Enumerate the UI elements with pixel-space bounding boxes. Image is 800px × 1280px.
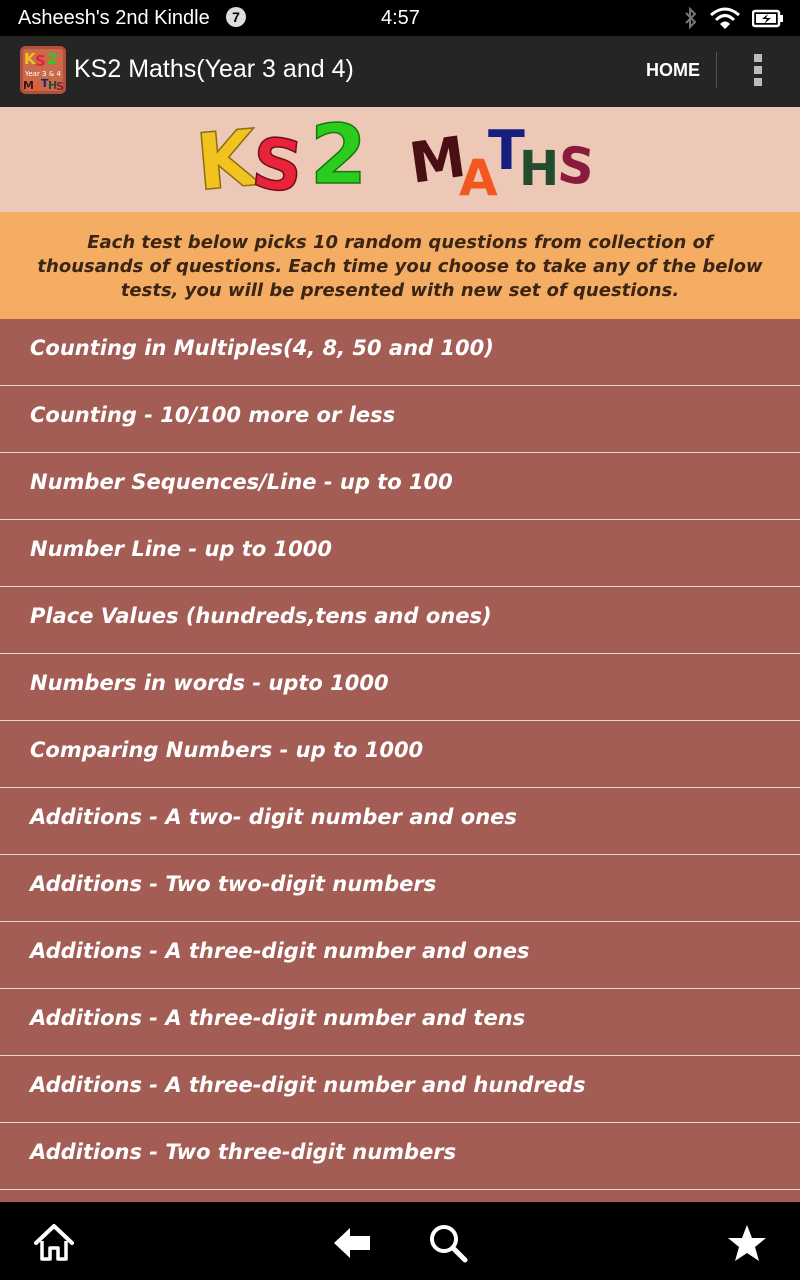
logo-letter-s: S: [248, 121, 307, 209]
svg-text:A: A: [33, 81, 42, 94]
svg-text:2: 2: [47, 50, 58, 68]
status-bar: [0, 0, 800, 36]
list-item-number-line[interactable]: Number Line - up to 1000: [0, 520, 800, 587]
back-arrow-icon[interactable]: [331, 1222, 373, 1264]
list-item-additions-three-digit-ones[interactable]: Additions - A three-digit number and ones: [0, 922, 800, 989]
status-clock: 4:57: [381, 7, 420, 29]
bluetooth-icon: [684, 6, 698, 30]
list-item-comparing-numbers[interactable]: Comparing Numbers - up to 1000: [0, 721, 800, 788]
list-item-additions-two-three-digit[interactable]: Additions - Two three-digit numbers: [0, 1123, 800, 1190]
ks2-maths-app-icon[interactable]: [20, 46, 66, 94]
logo-letter-m: M: [405, 124, 470, 197]
logo-letter-k: K: [192, 113, 261, 209]
notification-badge[interactable]: 7: [226, 7, 246, 27]
svg-text:K: K: [24, 50, 36, 68]
list-item-place-values[interactable]: Place Values (hundreds,tens and ones): [0, 587, 800, 654]
home-button[interactable]: HOME: [646, 60, 700, 80]
list-item-additions-two-digit-ones[interactable]: Additions - A two- digit number and ones: [0, 788, 800, 855]
app-title: KS2 Maths(Year 3 and 4): [74, 55, 354, 83]
logo-letter-a: A: [459, 149, 498, 207]
info-banner: Each test below picks 10 random questions from collection of thousands of questions. Each time you choose to take any of the below tests, you will be presented with new set of questions.: [0, 212, 800, 319]
svg-text:H: H: [48, 79, 58, 92]
list-item-partial[interactable]: [0, 1190, 800, 1202]
logo-letter-s2: S: [555, 135, 598, 197]
wifi-icon: [709, 6, 741, 30]
device-name: Asheesh's 2nd Kindle: [18, 7, 210, 29]
svg-text:S: S: [56, 80, 64, 93]
overflow-menu-icon[interactable]: [748, 54, 768, 90]
svg-text:S: S: [35, 52, 46, 70]
list-item-counting-more-or-less[interactable]: Counting - 10/100 more or less: [0, 386, 800, 453]
bottom-nav-bar: [0, 1202, 800, 1280]
svg-text:Year 3 & 4: Year 3 & 4: [25, 70, 61, 78]
logo-letter-h: H: [519, 141, 560, 197]
list-item-counting-in-multiples[interactable]: Counting in Multiples(4, 8, 50 and 100): [0, 319, 800, 386]
list-item-additions-three-digit-tens[interactable]: Additions - A three-digit number and tens: [0, 989, 800, 1056]
svg-text:M: M: [23, 79, 34, 92]
search-icon[interactable]: [427, 1222, 469, 1264]
home-icon[interactable]: [33, 1222, 75, 1264]
test-list: [0, 319, 800, 1202]
favorite-star-icon[interactable]: [726, 1222, 768, 1264]
action-bar: [0, 36, 800, 107]
svg-text:T: T: [41, 77, 49, 90]
list-item-number-sequences[interactable]: Number Sequences/Line - up to 100: [0, 453, 800, 520]
logo-banner: [0, 107, 800, 212]
list-item-additions-two-two-digit[interactable]: Additions - Two two-digit numbers: [0, 855, 800, 922]
logo-letter-2: 2: [310, 108, 368, 203]
battery-charging-icon: [752, 6, 784, 30]
logo-letter-t: T: [488, 119, 525, 182]
list-item-numbers-in-words[interactable]: Numbers in words - upto 1000: [0, 654, 800, 721]
list-item-additions-three-digit-hundreds[interactable]: Additions - A three-digit number and hundreds: [0, 1056, 800, 1123]
ks2-maths-logo: [0, 107, 800, 212]
action-bar-divider: [716, 52, 717, 88]
